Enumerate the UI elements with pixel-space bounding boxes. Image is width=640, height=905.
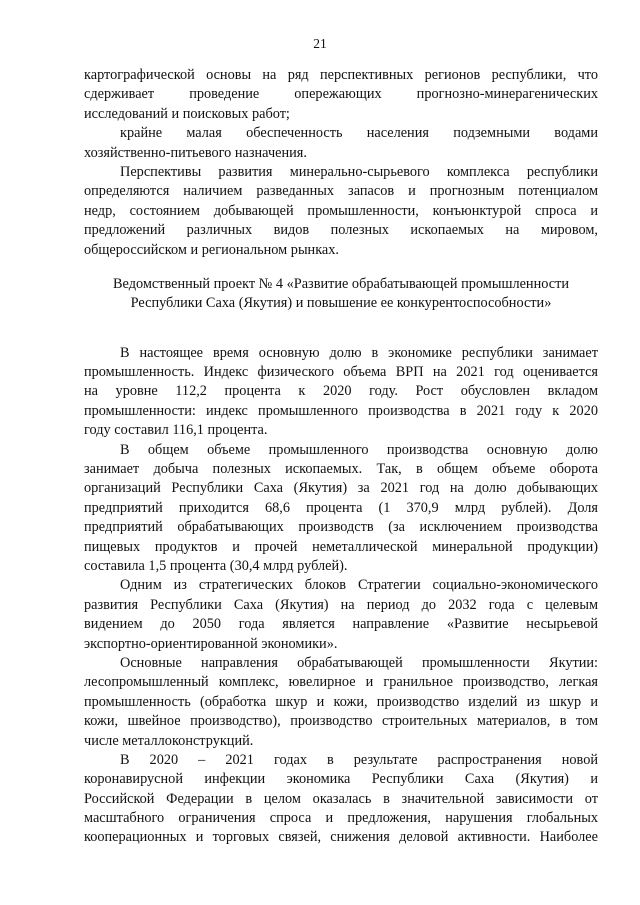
text-line: занимает добыча полезных ископаемых. Так, в общем объеме оборота xyxy=(84,461,598,478)
text-line: числе металлоконструкций. xyxy=(84,732,254,749)
text-line: В 2020 – 2021 годах в результате распространения новой xyxy=(120,751,598,768)
heading-line: Ведомственный проект № 4 «Развитие обрабатывающей промышленности xyxy=(113,275,569,292)
paragraph-mining-share xyxy=(84,441,598,577)
text-line: предприятий приходится 68,6 процента (1 370,9 млрд рублей). Доля xyxy=(84,499,598,516)
section-heading xyxy=(84,275,598,314)
text-line: кооперационных и торговых связей, снижения деловой активности. Наиболее xyxy=(84,829,598,846)
text-line: предложений различных видов полезных ископаемых на мировом, xyxy=(84,222,598,239)
text-line: организаций Республики Саха (Якутия) за 2021 год на долю добывающих xyxy=(84,480,598,497)
heading-line: Республики Саха (Якутия) и повышение ее конкурентоспособности» xyxy=(130,295,552,312)
text-line: промышленность (обработка шкур и кожи, производство изделий из шкур и xyxy=(84,693,598,710)
text-line: исследований и поисковых работ; xyxy=(84,105,290,122)
paragraph-strategy xyxy=(84,576,598,654)
text-line: Основные направления обрабатывающей промышленности Якутии: xyxy=(120,654,598,671)
text-line: кожи, швейное производство), производство строительных материалов, в том xyxy=(84,713,598,730)
text-line: определяются наличием разведанных запасов и прогнозным потенциалом xyxy=(84,183,598,200)
text-line: составила 1,5 процента (30,4 млрд рублей). xyxy=(84,557,348,574)
text-line: коронавирусной инфекции экономика Республики Саха (Якутия) и xyxy=(84,771,598,788)
paragraph-mapping-basis xyxy=(84,66,598,124)
text-line: хозяйственно-питьевого назначения. xyxy=(84,144,307,161)
text-line: развития Республики Саха (Якутия) на период до 2032 года с целевым xyxy=(84,596,598,613)
text-line: на уровне 112,2 процента к 2020 году. Рост обусловлен вкладом xyxy=(84,383,598,400)
text-line: году составил 116,1 процента. xyxy=(84,422,268,439)
text-line: недр, состоянием добывающей промышленности, конъюнктурой спроса и xyxy=(84,202,598,219)
text-line: лесопромышленный комплекс, ювелирное и гранильное производство, легкая xyxy=(84,674,598,691)
paragraph-manufacturing-areas xyxy=(84,654,598,751)
text-line: предприятий обрабатывающих производств (за исключением производства xyxy=(84,519,598,536)
text-line: Одним из стратегических блоков Стратегии социально-экономического xyxy=(120,577,598,594)
text-line: масштабного ограничения спроса и предложения, нарушения глобальных xyxy=(84,810,598,827)
text-line: Российской Федерации в целом оказалась в значительной зависимости от xyxy=(84,790,598,807)
text-line: картографической основы на ряд перспективных регионов республики, что xyxy=(84,67,598,83)
paragraph-groundwater xyxy=(84,124,598,163)
body-text xyxy=(84,66,598,848)
text-line: общероссийском и региональном рынках. xyxy=(84,241,339,258)
page-number: 21 xyxy=(313,36,327,51)
paragraph-mineral-prospects xyxy=(84,163,598,260)
text-line: крайне малая обеспеченность населения подземными водами xyxy=(120,125,598,142)
text-line: Перспективы развития минерально-сырьевого комплекса республики xyxy=(120,163,598,180)
text-line: видением до 2050 года является направление «Развитие несырьевой xyxy=(84,616,598,633)
paragraph-industry-share xyxy=(84,344,598,441)
text-line: пищевых продуктов и прочей неметаллической минеральной продукции) xyxy=(84,538,598,555)
text-line: сдерживает проведение опережающих прогнозно-минерагенических xyxy=(84,86,598,103)
text-line: промышленности: индекс промышленного производства в 2021 году к 2020 xyxy=(84,402,598,419)
text-line: В настоящее время основную долю в экономике республики занимает xyxy=(120,344,598,361)
paragraph-covid-impact xyxy=(84,751,598,848)
text-line: экспортно-ориентированной экономики». xyxy=(84,635,338,652)
text-line: В общем объеме промышленного производства основную долю xyxy=(120,441,598,458)
text-line: промышленность. Индекс физического объема ВРП на 2021 год оценивается xyxy=(84,364,598,381)
